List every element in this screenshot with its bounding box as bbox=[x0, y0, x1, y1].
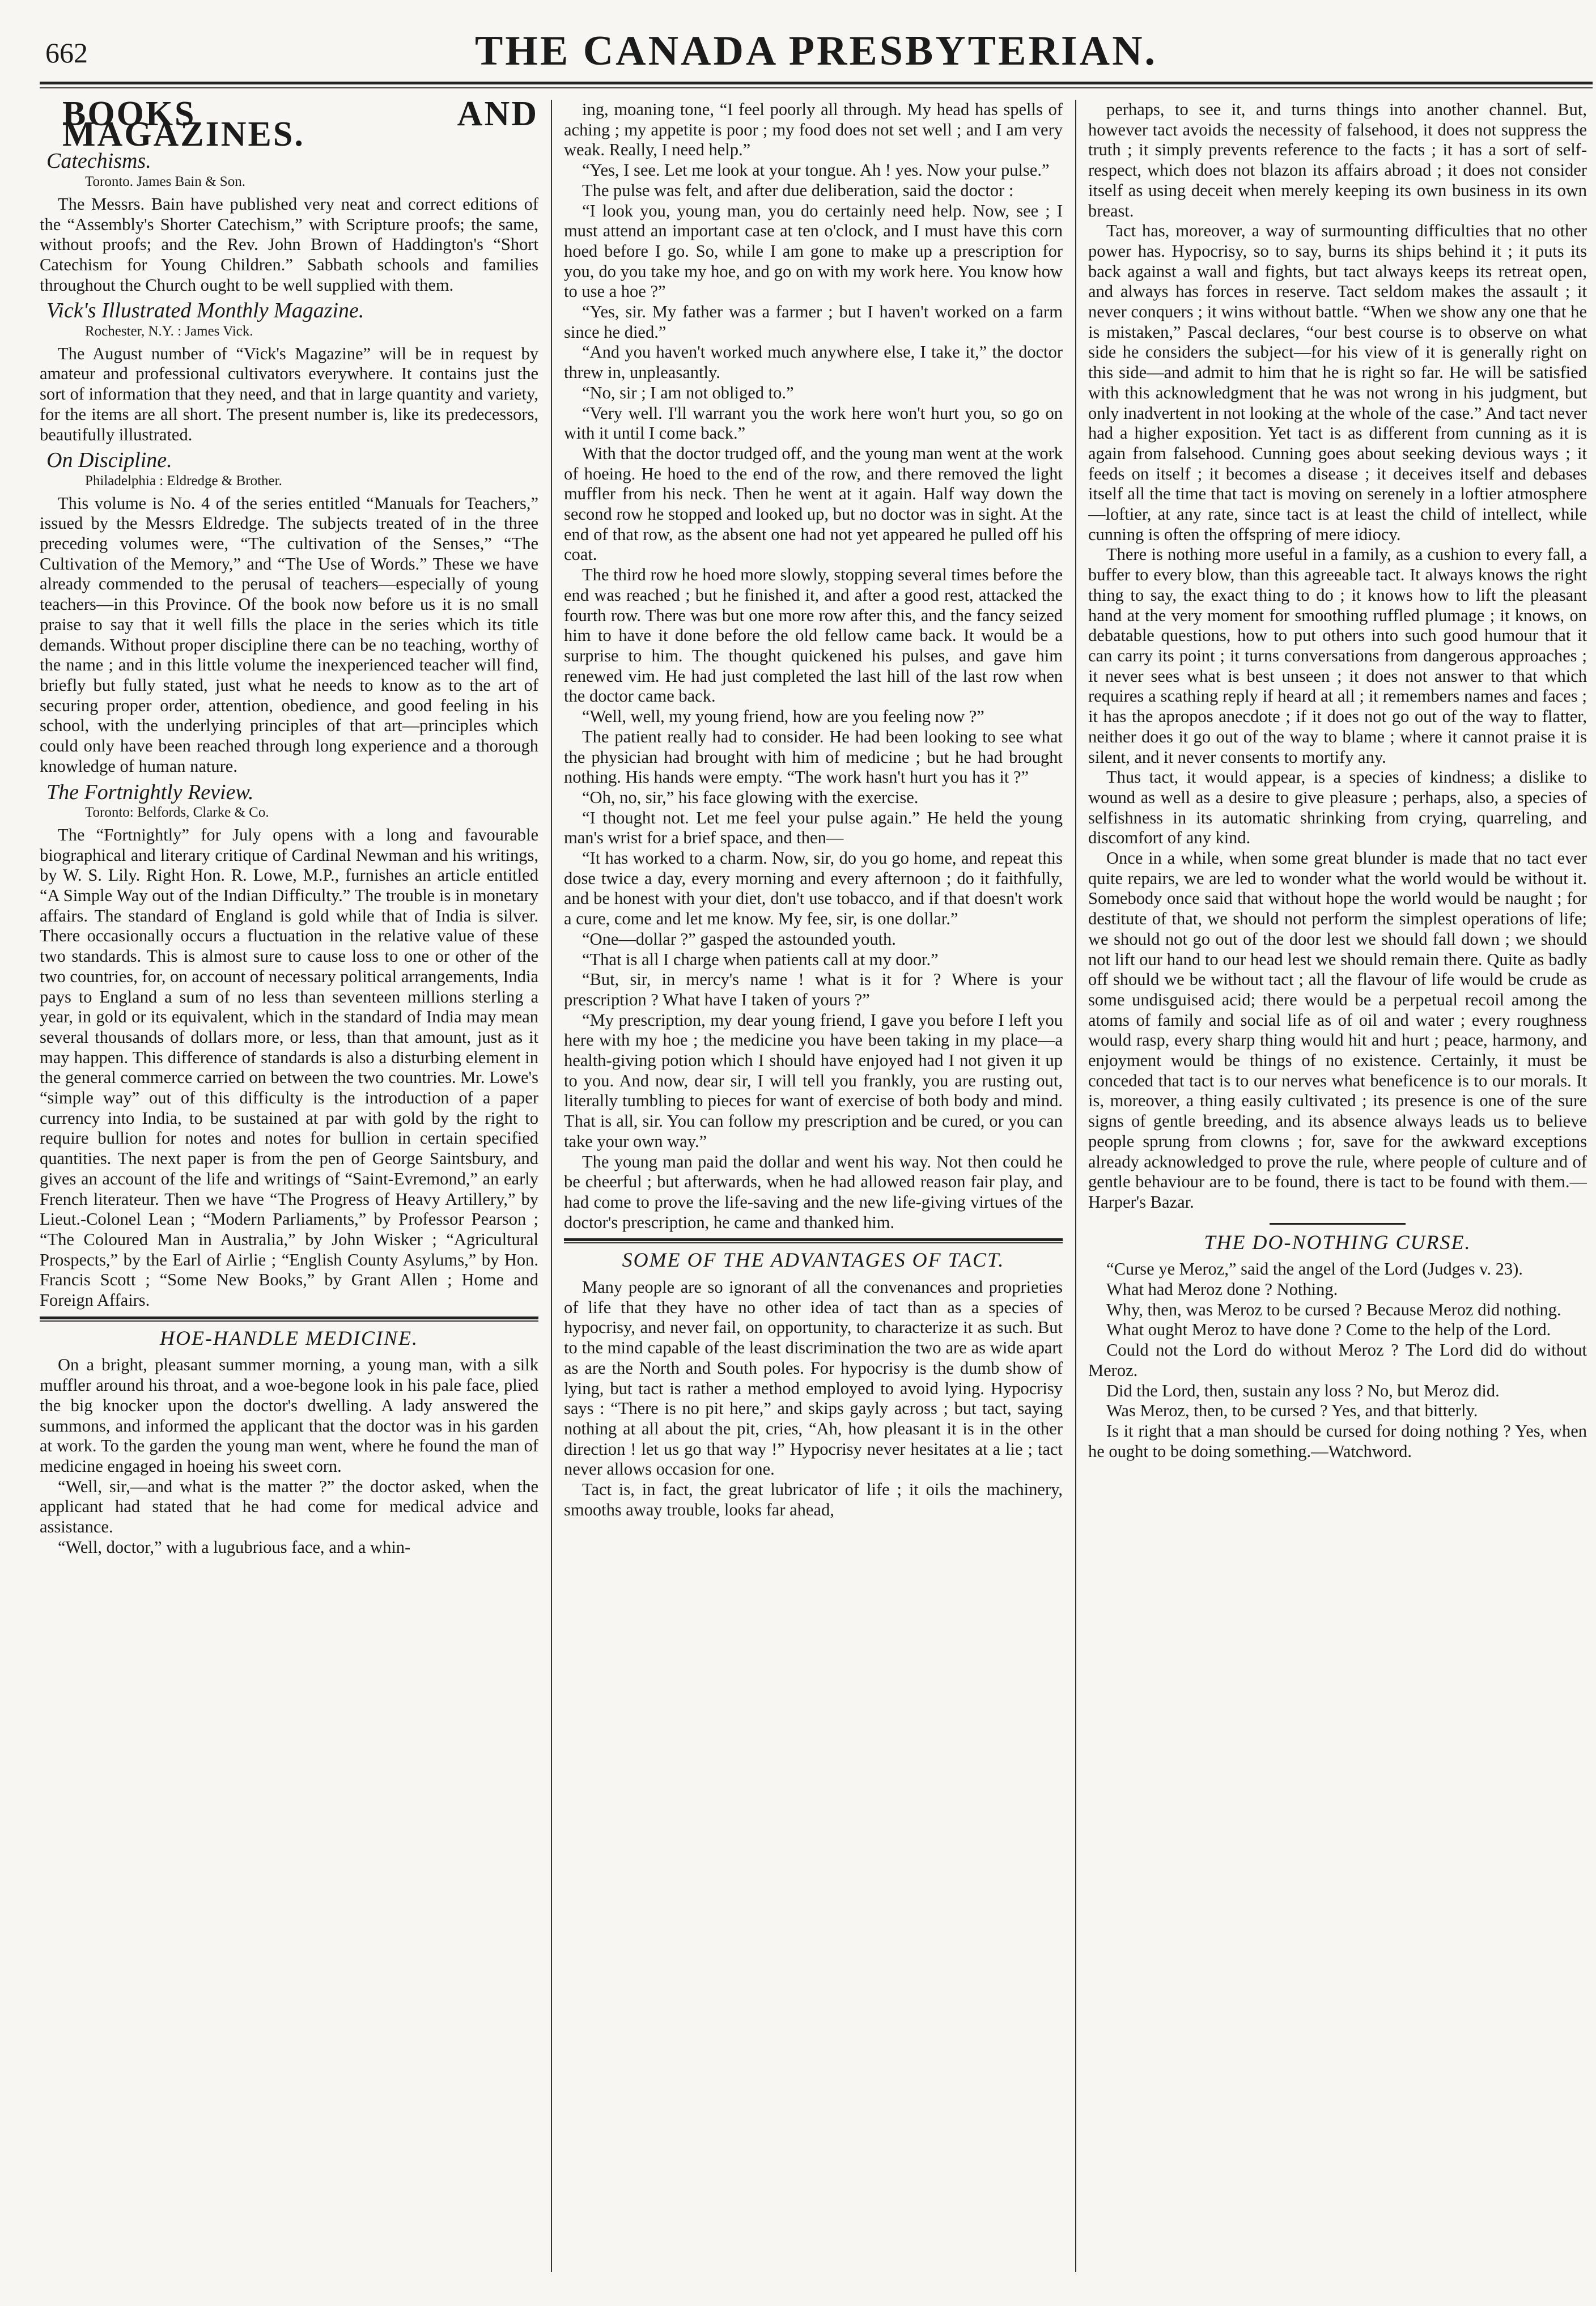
book-publisher: Rochester, N.Y. : James Vick. bbox=[85, 324, 253, 339]
article-paragraph: “No, sir ; I am not obliged to.” bbox=[582, 383, 794, 402]
column-1 bbox=[40, 100, 538, 2283]
article-rule-thin bbox=[564, 1242, 1063, 1243]
book-review-paragraph: The “Fortnightly” for July opens with a long and favourable biographical and literary critique of Cardinal Newman and his writings, by W. S. Lily. Right Hon. R. Lowe, M.P., furnishes an article entitled “A Simple Way out of the Indian Difficulty.” The trouble is in monetary affairs. The standard of England is gold while that of India is silver. There occasionally occurs a fluctuation in the relative value of these two standards. This is almost sure to cause loss to one or other of the two countries, for, on account of necessary political arrangements, India pays to England a sum of no less than seventeen millions sterling a year, in gold or its equivalent, which in the standard of India may mean several thousands of dollars more, or less, than that amount, just as it may happen. This difference of standards is also a disturbing element in the general commerce carried on between the two countries. Mr. Lowe's “simple way” out of this difficulty is the introduction of a paper currency into India, to be sustained at par with gold by the right to require bullion for notes and notes for bullion in certain specified quantities. The next paper is from the pen of George Saintsbury, and gives an account of the life and writings of “Saint-Evremond,” an early French literateur. Then we have “The Progress of Heavy Artillery,” by Lieut.-Colonel Lean ; “Modern Parliaments,” by Professor Pearson ; “The Coloured Man in Australia,” by John Wisker ; “Agricultural Prospects,” by the Earl of Airlie ; “English County Asylums,” by Hon. Francis Scott ; “Some New Books,” by Grant Allen ; Home and Foreign Affairs. bbox=[40, 825, 538, 1310]
article-paragraph: “One—dollar ?” gasped the astounded youth. bbox=[582, 929, 896, 949]
article-paragraph: “That is all I charge when patients call at my door.” bbox=[582, 949, 939, 969]
article-paragraph: The young man paid the dollar and went his way. Not then could he be cheerful ; but afterwards, when he had allowed reason fair play, and had come to prove the life-saving and the new life-giving virtues of the doctor's prescription, he came and thanked him. bbox=[564, 1152, 1063, 1232]
column-divider bbox=[1075, 100, 1076, 2272]
article-rule-thin bbox=[40, 1320, 538, 1322]
article-paragraph: “My prescription, my dear young friend, I gave you before I left you here with my hoe ; the medicine you have been taking in my place—a health-giving potion which I should have enjoyed had I not given it up to you. And now, dear sir, I will tell you frankly, you are rusting out, literally tumbling to pieces for want of exercise of both body and mind. That is all, sir. You can follow my prescription and be cured, or you can take your own way.” bbox=[564, 1010, 1063, 1151]
article-paragraph: The third row he hoed more slowly, stopping several times before the end was reached ; but he finished it, and after a good rest, attacked the fourth row. There was but one more row after this, and the fancy seized him to have it done before the old fellow came back. It would be a surprise to him. The thought quickened his pulses, and gave him renewed vim. He had just completed the last hill of the last row when the doctor came back. bbox=[564, 565, 1063, 706]
column-2 bbox=[564, 100, 1063, 2283]
article-rule bbox=[40, 1316, 538, 1319]
article-paragraph: Could not the Lord do without Meroz ? The Lord did do without Meroz. bbox=[1088, 1340, 1587, 1380]
header-rule-thin bbox=[40, 87, 1593, 88]
book-title: Vick's Illustrated Monthly Magazine. bbox=[46, 299, 364, 323]
article-paragraph: “Well, doctor,” with a lugubrious face, and a whin- bbox=[58, 1537, 411, 1557]
tact-body-part1 bbox=[564, 1277, 1063, 1520]
page-header bbox=[40, 17, 1593, 80]
column-divider bbox=[551, 100, 552, 2272]
article-paragraph: The pulse was felt, and after due deliberation, said the doctor : bbox=[582, 180, 1014, 200]
article-paragraph: “But, sir, in mercy's name ! what is it for ? Where is your prescription ? What have I taken of yours ?” bbox=[564, 970, 1063, 1009]
article-paragraph: “Well, sir,—and what is the matter ?” the doctor asked, when the applicant had stated that he had come for medical advice and assistance. bbox=[40, 1476, 538, 1537]
tact-body-part2 bbox=[1088, 100, 1587, 1213]
hoe-handle-title: HOE-HANDLE MEDICINE. bbox=[160, 1326, 418, 1349]
curse-body bbox=[1088, 1259, 1587, 1462]
column-3 bbox=[1088, 100, 1587, 2283]
article-paragraph: “It has worked to a charm. Now, sir, do you go home, and repeat this dose twice a day, every morning and every afternoon ; do it faithfully, and be honest with your diet, don't use tobacco, and if that doesn't work a cure, come and let me know. My fee, sir, is one dollar.” bbox=[564, 848, 1063, 929]
article-paragraph: “Curse ye Meroz,” said the angel of the Lord (Judges v. 23). bbox=[1106, 1259, 1523, 1279]
article-paragraph: The patient really had to consider. He had been looking to see what the physician had brought with him of medicine ; but he had brought nothing. His hands were empty. “The work hasn't hurt you has it ?” bbox=[564, 727, 1063, 787]
article-paragraph: “Very well. I'll warrant you the work here won't hurt you, so go on with it until I come back.” bbox=[564, 403, 1063, 443]
article-paragraph: Was Meroz, then, to be cursed ? Yes, and that bitterly. bbox=[1106, 1401, 1478, 1421]
article-paragraph: Did the Lord, then, sustain any loss ? No, but Meroz did. bbox=[1106, 1381, 1500, 1400]
article-paragraph: What ought Meroz to have done ? Come to the help of the Lord. bbox=[1106, 1320, 1551, 1340]
books-section-title: BOOKS AND MAGAZINES. bbox=[62, 100, 538, 154]
article-paragraph: “Yes, sir. My father was a farmer ; but I haven't worked on a farm since he died.” bbox=[564, 302, 1063, 342]
article-paragraph: Once in a while, when some great blunder is made that no tact ever quite repairs, we are led to wonder what the world would be without it. Somebody once said that without hope the world would be naught ; for destitute of that, we should not perform the simplest operations of life; we should not go out of the door lest we should fall down ; we should not lift our hand to our head lest we should remain there. Quite as badly off should we be without tact ; all the flavour of life would be crude as some undisguised acid; there would be a perpetual recoil among the atoms of family and social life as of oil and water ; every roughness would rasp, every sharp thing would hit and hurt ; peace, harmony, and enjoyment would be things of no existence. Certainly, it must be conceded that tact is to our nerves what beneficence is to our morals. It is, moreover, a thing easily cultivated ; its presence is one of the sure signs of gentle breeding, and its absence always leads us to believe people sprung from clowns ; for, save for the awkward exceptions already acknowledged to prove the rule, where people of culture and of gentle behaviour are to be found, there is tact to be found with them.—Harper's Bazar. bbox=[1088, 848, 1587, 1212]
article-paragraph: Tact is, in fact, the great lubricator of life ; it oils the machinery, smooths away trouble, looks far ahead, bbox=[564, 1480, 1063, 1519]
article-paragraph: ing, moaning tone, “I feel poorly all through. My head has spells of aching ; my appetite is poor ; my food does not set well ; and I am very weak. Really, I need help.” bbox=[564, 100, 1063, 160]
book-title: Catechisms. bbox=[46, 149, 151, 173]
book-review-paragraph: The Messrs. Bain have published very neat and correct editions of the “Assembly's Shorter Catechism,” with Scripture proofs; the same, without proofs; and the Rev. John Brown of Haddington's “Short Catechism for Young Children.” Sabbath schools and families throughout the Church ought to be well supplied with them. bbox=[40, 194, 538, 295]
page-number: 662 bbox=[45, 37, 88, 69]
curse-title: THE DO-NOTHING CURSE. bbox=[1204, 1230, 1471, 1254]
hoe-handle-body-part1 bbox=[40, 1355, 538, 1557]
article-paragraph: “I look you, young man, you do certainly need help. Now, see ; I must attend an important case at ten o'clock, and I must have this corn hoed before I go. So, while I am gone to make up a prescription for you, do you take my hoe, and go on with my work here. You know how to use a hoe ?” bbox=[564, 201, 1063, 301]
book-title: The Fortnightly Review. bbox=[46, 780, 254, 804]
article-paragraph: On a bright, pleasant summer morning, a young man, with a silk muffler around his throat, and a woe-begone look in his pale face, plied the big knocker upon the doctor's dwelling. A lady answered the summons, and informed the applicant that the doctor was in his garden at work. To the garden the young man went, where he found the man of medicine engaged in hoeing his sweet corn. bbox=[40, 1355, 538, 1476]
books-list bbox=[40, 151, 538, 1310]
book-review-paragraph: This volume is No. 4 of the series entitled “Manuals for Teachers,” issued by the Messrs Eldredge. The subjects treated of in the three preceding volumes were, “The cultivation of the Senses,” “The Cultivation of the Memory,” and “The Use of Words.” These we have already commended to the perusal of teachers—especially of young teachers—in this Province. Of the book now before us it is no small praise to say that it well fills the place in the series which its title demands. Without proper discipline there can be no teaching, worthy of the name ; and in this little volume the inexperienced teacher will find, briefly but fully stated, just what he needs to know as to the art of securing proper order, attention, obedience, and good feeling in his school, with the underlying principles of that art—principles which could only have been reached through long experience and a thorough knowledge of human nature. bbox=[40, 493, 538, 776]
article-paragraph: Thus tact, it would appear, is a species of kindness; a dislike to wound as well as a desire to give pleasure ; perhaps, also, a species of selfishness in its automatic shrinking from crying, quarreling, and discomfort of any kind. bbox=[1088, 767, 1587, 848]
article-paragraph: “Yes, I see. Let me look at your tongue. Ah ! yes. Now your pulse.” bbox=[582, 160, 1050, 180]
article-paragraph: With that the doctor trudged off, and the young man went at the work of hoeing. He hoed to the end of the row, and there removed the light muffler from his neck. Then he went at it again. Half way down the second row he stopped and looked up, but no doctor was in sight. At the end of that row, as the absent one had not yet appeared he pulled off his coat. bbox=[564, 443, 1063, 564]
book-publisher: Toronto. James Bain & Son. bbox=[85, 174, 245, 190]
article-rule bbox=[564, 1238, 1063, 1241]
book-publisher: Philadelphia : Eldredge & Brother. bbox=[85, 473, 282, 489]
article-paragraph: Is it right that a man should be cursed for doing nothing ? Yes, when he ought to be doing something.—Watchword. bbox=[1088, 1421, 1587, 1461]
article-paragraph: “Well, well, my young friend, how are you feeling now ?” bbox=[582, 707, 984, 727]
tact-title: SOME OF THE ADVANTAGES OF TACT. bbox=[622, 1248, 1005, 1272]
article-paragraph: There is nothing more useful in a family, as a cushion to every fall, a buffer to every blow, than this agreeable tact. It always knows the right thing to say, the exact thing to do ; it knows how to lift the pleasant hand at the very moment for smoothing ruffled plumage ; it knows, on debatable questions, how to put others into such good humour that it can carry its point ; it turns conversations from dangerous approaches ; it never sees what is best unseen ; it does not answer to that which requires a scathing reply if heard at all ; it remembers names and faces ; it has the apropos anecdote ; if it does not go out of the way to flatter, neither does it go out of the way to blame ; where it cannot praise it is silent, and it never consents to mortify any. bbox=[1088, 545, 1587, 767]
article-paragraph: “I thought not. Let me feel your pulse again.” He held the young man's wrist for a brief space, and then— bbox=[564, 808, 1063, 848]
article-paragraph: “And you haven't worked much anywhere else, I take it,” the doctor threw in, unpleasantly. bbox=[564, 342, 1063, 383]
article-rule-short bbox=[1270, 1223, 1406, 1225]
article-paragraph: Why, then, was Meroz to be cursed ? Because Meroz did nothing. bbox=[1106, 1299, 1561, 1319]
book-publisher: Toronto: Belfords, Clarke & Co. bbox=[85, 805, 269, 821]
article-paragraph: Tact has, moreover, a way of surmounting difficulties that no other power has. Hypocrisy, so to say, burns its ships behind it ; it puts its back against a wall and fights, but tact always keeps its retreat open, and always has forces in reserve. Tact seldom makes the assault ; it never conquers ; it wins without battle. “When we show any one that he is mistaken,” Pascal declares, “our best course is to observe on what side he considers the subject—for his view of it is generally right on this side—and admit to him that he is right so far. He will be satisfied with this acknowledgment that he was not wrong in his judgment, but only inadvertent in not looking at the whole of the case.” And tact never had a higher exposition. Yet tact is as different from cunning as it is again from falsehood. Cunning goes about seeking devious ways ; it feeds on itself ; it becomes a disease ; it deceives itself and debases itself all the time that tact is moving on serenely in a loftier atmosphere—loftier, at any rate, since tact is at least the child of intellect, while cunning is often the offspring of mere idiocy. bbox=[1088, 221, 1587, 544]
hoe-handle-body-part2 bbox=[564, 100, 1063, 1233]
book-title: On Discipline. bbox=[46, 448, 172, 473]
article-paragraph: “Oh, no, sir,” his face glowing with the exercise. bbox=[582, 787, 919, 807]
masthead: THE CANADA PRESBYTERIAN. bbox=[474, 28, 1158, 74]
header-rule-thick bbox=[40, 82, 1593, 84]
book-review-paragraph: The August number of “Vick's Magazine” will be in request by amateur and professional cultivators everywhere. It contains just the sort of information that they need, and that in large quantity and variety, for the items are all short. The present number is, like its predecessors, beautifully illustrated. bbox=[40, 343, 538, 444]
article-paragraph: Many people are so ignorant of all the convenances and proprieties of life that they have no other idea of tact than as a species of hypocrisy, and never fail, on opportunity, to characterize it as such. But to the mind capable of the least discrimination the two are as wide apart as are the North and South poles. For hypocrisy is the dumb show of lying, but tact is rather a method employed to avoid lying. Hypocrisy says : “There is no pit here,” and skips gayly across ; but tact, saying nothing at all about the pit, cries, “Ah, how pleasant it is in the other direction ! let us go that way !” Hypocrisy never hesitates at a lie ; tact never allows occasion for one. bbox=[564, 1277, 1063, 1479]
article-paragraph: perhaps, to see it, and turns things into another channel. But, however tact avoids the necessity of falsehood, it does not suppress the truth ; it simply prevents reference to the facts ; it has a sort of self-respect, which does not blazon its affairs abroad ; it does not consider itself as using deceit when merely keeping its own business in its own breast. bbox=[1088, 100, 1587, 220]
article-paragraph: What had Meroz done ? Nothing. bbox=[1106, 1280, 1338, 1299]
